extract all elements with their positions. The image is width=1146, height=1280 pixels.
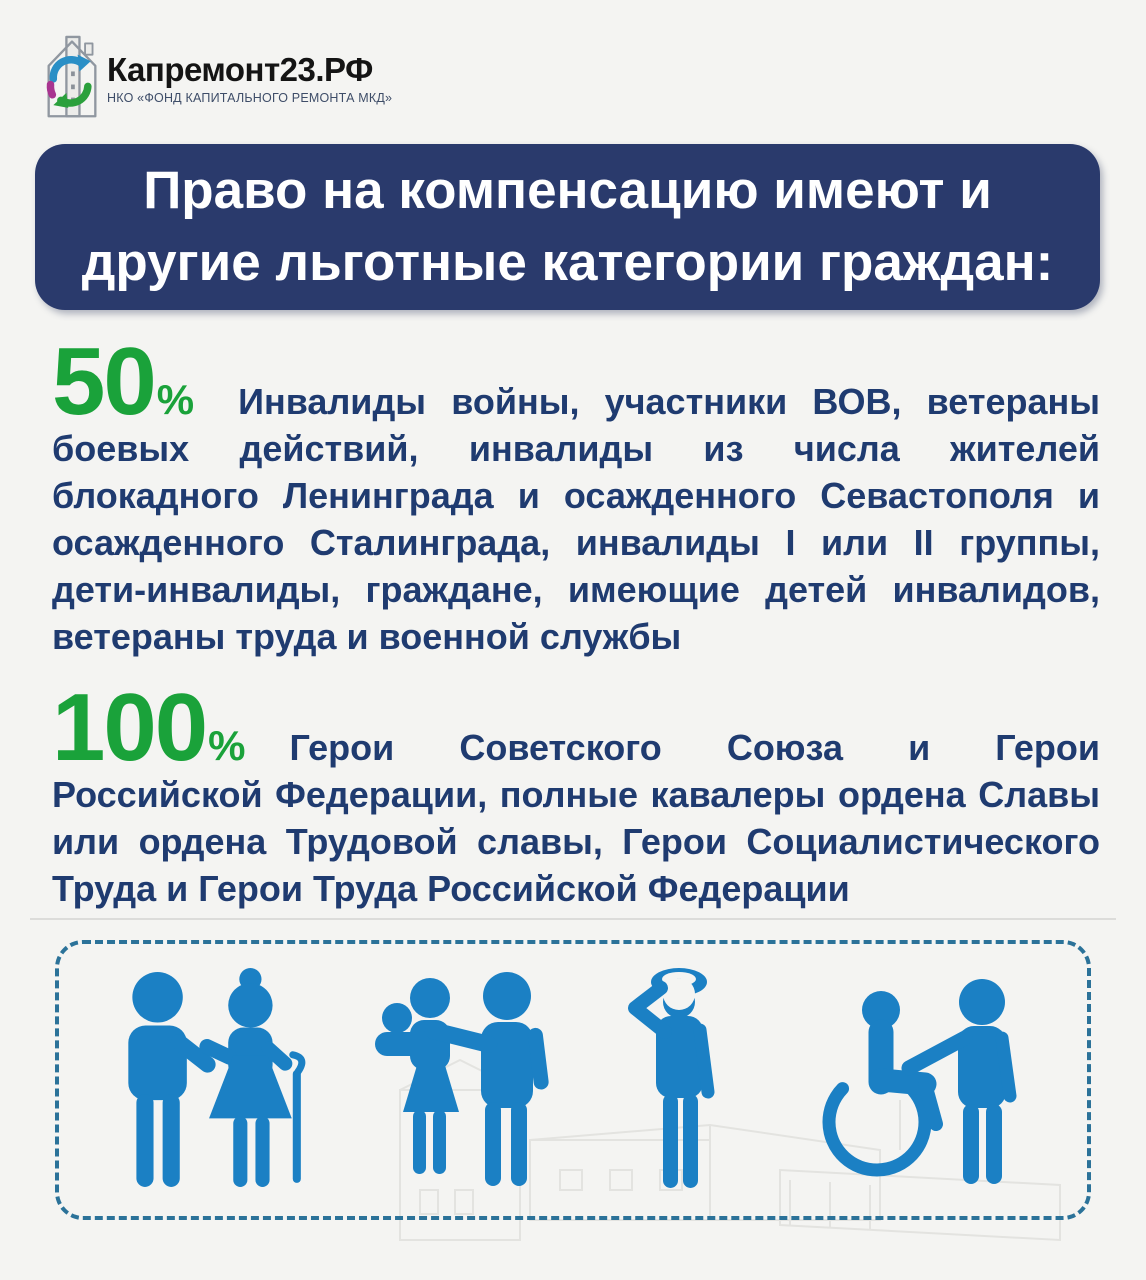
elderly-couple-icon — [99, 967, 311, 1193]
percent-sign: % — [156, 376, 195, 423]
military-salute-icon — [619, 964, 741, 1196]
logo-text — [107, 32, 392, 105]
logo-title: Капремонт23.РФ — [107, 51, 373, 88]
benefit-100-paragraph — [52, 674, 1100, 912]
percent-50-value: 50% — [52, 328, 195, 435]
beneficiary-icon-panel — [55, 940, 1091, 1220]
house-renovation-icon — [44, 32, 100, 124]
logo-subtitle: НКО «ФОНД КАПИТАЛЬНОГО РЕМОНТА МКД» — [107, 91, 393, 105]
benefit-50-text: Инвалиды войны, участники ВОВ, ветераны боевых действий, инвалиды из числа жителей блокадного Ленинграда и осажденного Севастополя и осажденного Сталинграда, инвалиды I или II группы, дети-инвалиды, граждане, имеющие детей инвалидов, ветераны труда и военной службы — [52, 381, 1100, 657]
banner-line-1: Право на компенсацию имеют и — [143, 161, 992, 220]
family-with-child-icon — [367, 970, 563, 1190]
header-banner — [35, 144, 1100, 310]
percent-sign: % — [208, 722, 246, 769]
wheelchair-assist-icon — [797, 974, 1035, 1186]
percent-100-value: 100% — [52, 674, 246, 781]
benefit-100-text: Герои Советского Союза и Герои Российской Федерации, полные кавалеры ордена Славы или ордена Трудовой славы, Герои Социалистического Труда и Герои Труда Российской Федерации — [52, 727, 1100, 909]
benefit-50-paragraph — [52, 328, 1100, 660]
section-divider — [30, 918, 1116, 920]
banner-line-2: другие льготные категории граждан: — [81, 233, 1054, 292]
logo — [44, 32, 392, 124]
